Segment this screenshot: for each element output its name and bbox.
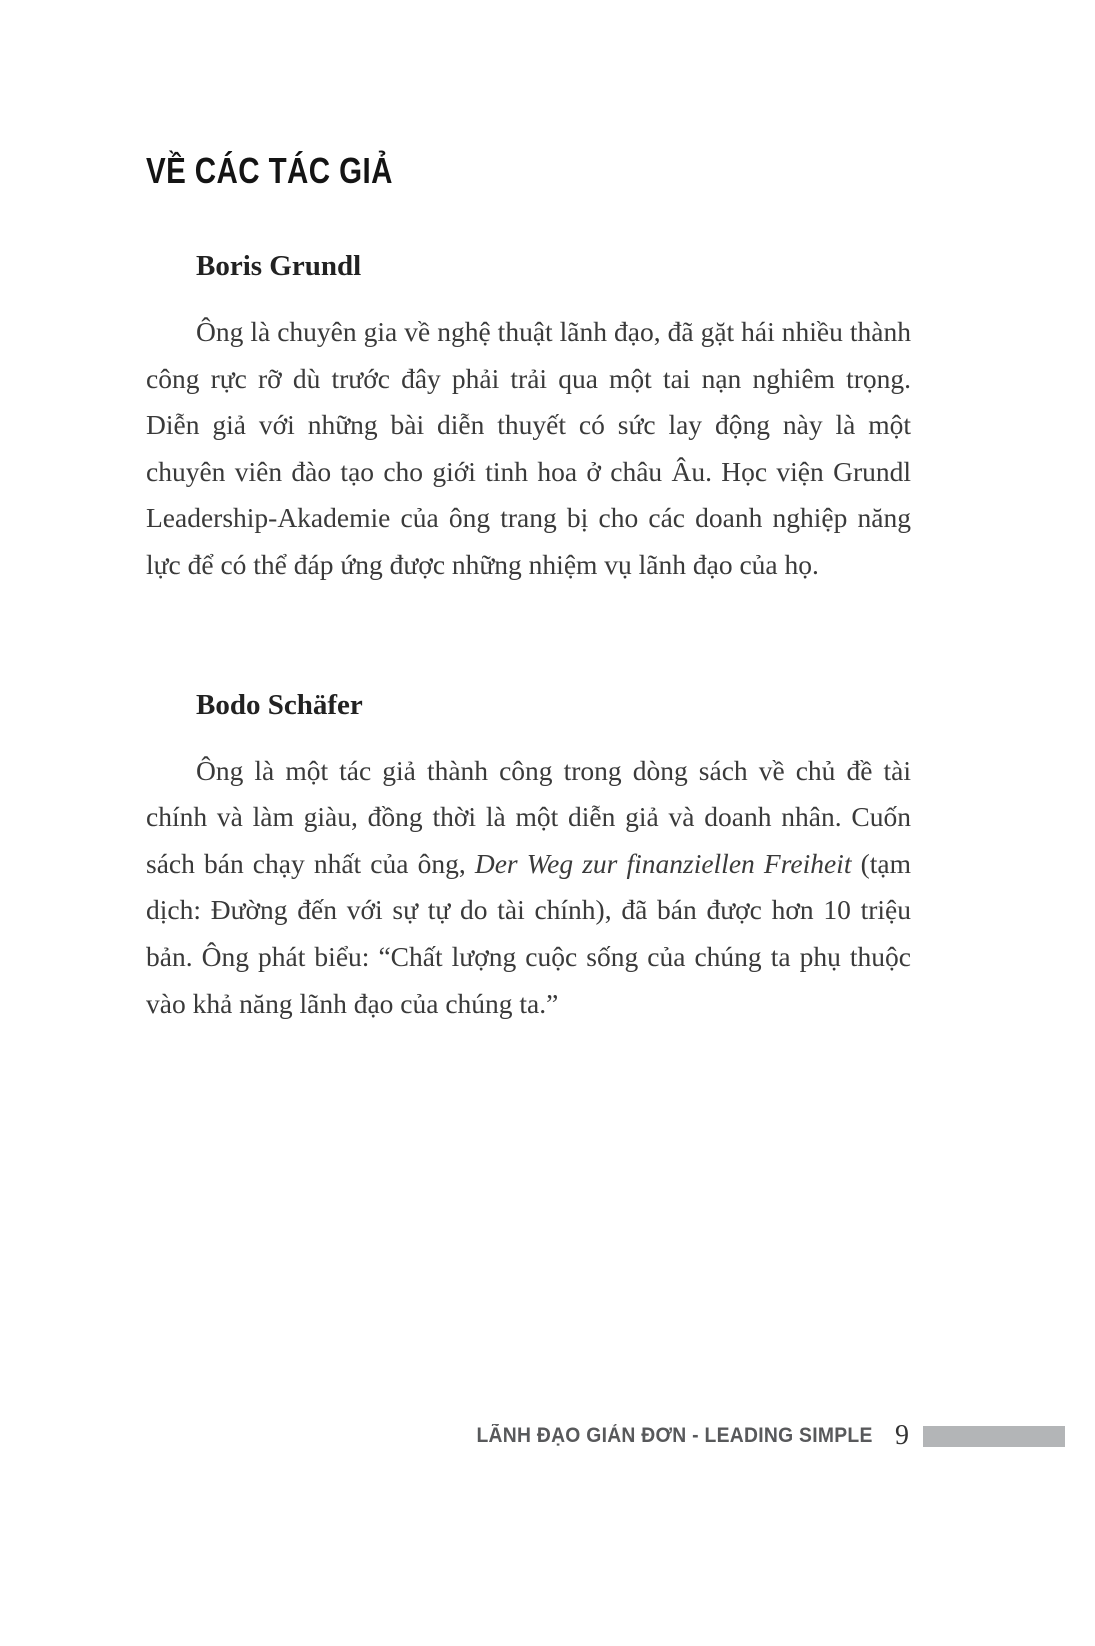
author-bio-boris-grundl: Ông là chuyên gia về nghệ thuật lãnh đạo, đã gặt hái nhiều thành công rực rỡ dù trước đây phải trải qua một tai nạn nghiêm trọng. Diễn giả với những bài diễn thuyết có sức lay động này là một chuyên viên đào tạo cho giới tinh hoa ở châu Âu. Học viện Grundl Leadership-Akademie của ông trang bị cho các doanh nghiệp năng lực để có thể đáp ứng được những nhiệm vụ lãnh đạo của họ. xyxy=(146,316,911,580)
bio-segment-book-title-italic: Der Weg zur finanziellen Freiheit xyxy=(474,847,852,879)
author-name-bodo-schafer: Bodo Schäfer xyxy=(196,688,363,721)
chapter-title xyxy=(146,0,911,192)
bio-segment-normal: Ông là một tác giả thành công trong dòng sách về chủ đề tài chính và làm giàu, đồng thời là một diễn giả và doanh nhân. Cuốn sách bán chạy nhất của ông, xyxy=(146,754,911,879)
author-name-boris-grundl: Boris Grundl xyxy=(196,250,362,282)
page-number: 9 xyxy=(895,1420,909,1451)
page-footer xyxy=(0,1420,1095,1452)
author-section-boris-grundl xyxy=(146,250,911,589)
bio-segment-normal: (tạm dịch: Đường đến với sự tự do tài chính), đã bán được hơn 10 triệu bản. Ông phát biểu: “Chất lượng cuộc sống của chúng ta phụ thuộc vào khả năng lãnh đạo của chúng ta.” xyxy=(146,847,911,1019)
footer-decoration-bar xyxy=(923,1426,1065,1447)
chapter-title-text: VỀ CÁC TÁC GIẢ xyxy=(146,150,393,191)
running-book-title: LÃNH ĐẠO GIẢN ĐƠN - LEADING SIMPLE xyxy=(476,1424,873,1447)
author-bio-bodo-schafer xyxy=(146,748,911,1028)
author-section-bodo-schafer xyxy=(146,689,911,1028)
